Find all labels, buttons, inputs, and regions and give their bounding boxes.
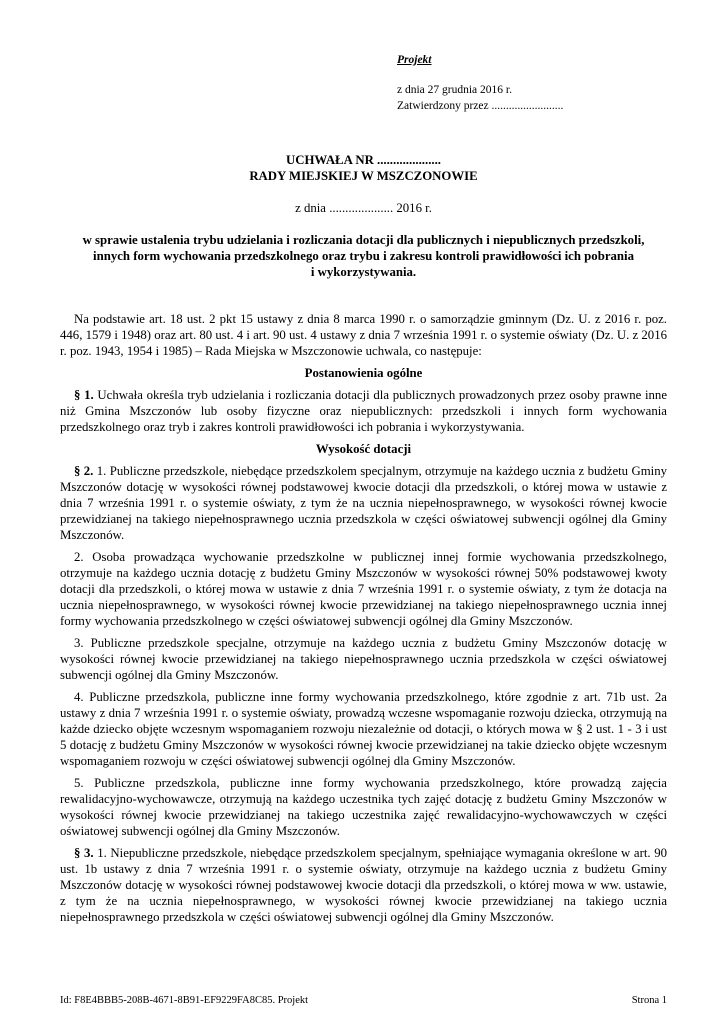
subject-line-3: i wykorzystywania. — [310, 265, 417, 279]
document-header — [397, 52, 697, 114]
resolution-title — [60, 152, 667, 184]
paragraph-3-1 — [60, 845, 667, 925]
paragraph-2-4: 4. Publiczne przedszkola, publiczne inne formy wychowania przedszkolnego, które zgodnie z art. 71b ust. 2a ustawy z dnia 7 września 1991 r. o systemie oświaty, prowadzą wczesne wspomaganie rozwoju dziecka, otrzymują na każde dziecko objęte wczesnym wspomaganiem rozwoju niezależnie od dotacji, o których mowa w § 2 ust. 1 - 3 i ust 5 dotację z budżetu Gminy Mszczonów w wysokości równej kwocie przewidzianej na takie dziecko objęte wczesnym wspomaganiem rozwoju w części oświatowej subwencji ogólnej dla Gminy Mszczonów. — [60, 690, 667, 768]
paragraph-3-mark: § 3. — [74, 846, 94, 860]
page-number: Strona 1 — [631, 995, 667, 1006]
header-approved: Zatwierdzony przez ......................... — [397, 100, 564, 112]
resolution-date: z dnia .................... 2016 r. — [295, 201, 432, 215]
paragraph-1-mark: § 1. — [74, 388, 94, 402]
resolution-number: UCHWAŁA NR .................... — [286, 153, 441, 167]
paragraph-2-mark: § 2. — [74, 464, 94, 478]
paragraph-2-1-text: 1. Publiczne przedszkole, niebędące przedszkolem specjalnym, otrzymuje na każdego ucznia z budżetu Gminy Mszczonów dotację w wysokości równej podstawowej kwocie dotacji dla przedszkoli, o której mowa w ustawie z dnia 7 września 1991 r. o systemie oświaty, z tym że na ucznia niepełnosprawnego, w wysokości równej kwocie przewidzianej na takiego niepełnosprawnego ucznia przedszkola w części oświatowej subwencji ogólnej dla Gminy Mszczonów. — [60, 464, 667, 542]
paragraph-2-3: 3. Publiczne przedszkole specjalne, otrzymuje na każdego ucznia z budżetu Gminy Mszczonów dotację w wysokości równej kwocie przewidzianej na takiego niepełnosprawnego ucznia przedszkola w części oświatowej subwencji ogólnej dla Gminy Mszczonów. — [60, 636, 667, 682]
project-label: Projekt — [397, 54, 432, 66]
document-body — [60, 311, 667, 931]
paragraph-1 — [60, 387, 667, 435]
paragraph-2-5: 5. Publiczne przedszkola, publiczne inne formy wychowania przedszkolnego, które prowadzą zajęcia rewalidacyjno-wychowawcze, otrzymują na każdego uczestnika tych zajęć dotację z budżetu Gminy Mszczonów w wysokości równej kwocie przewidzianej na takiego uczestnika zajęć rewalidacyjno-wychowawczych w części oświatowej subwencji ogólnej dla Gminy Mszczonów. — [60, 776, 667, 838]
council-name: RADY MIEJSKIEJ W MSZCZONOWIE — [249, 169, 478, 183]
paragraph-2-2: 2. Osoba prowadząca wychowanie przedszkolne w publicznej innej formie wychowania przedszkolnego, otrzymuje na każdego ucznia dotację z budżetu Gminy Mszczonów w wysokości równej 50% podstawowej kwoty dotacji dla przedszkoli, o której mowa w ustawie z dnia 7 września 1991 r. o systemie oświaty, z tym że dotacja na ucznia niepełnosprawnego, w wysokości równej kwocie przewidzianej na takiego niepełnosprawnego ucznia innej formy wychowania przedszkolnego w części oświatowej subwencji ogólnej dla Gminy Mszczonów. — [60, 550, 667, 628]
paragraph-1-text: Uchwała określa tryb udzielania i rozliczania dotacji dla publicznych prowadzonych przez osoby prawne inne niż Gmina Mszczonów lub osoby fizyczne oraz niepublicznych: przedszkoli i innych form wychowania przedszkolnego oraz tryb i zakres kontroli prawidłowości ich pobrania i wykorzystywania. — [60, 388, 668, 434]
resolution-subject — [60, 232, 667, 280]
paragraph-3-1-text: 1. Niepubliczne przedszkole, niebędące przedszkolem specjalnym, spełniające wymagania określone w art. 90 ust. 1b ustawy z dnia 7 września 1991 r. o systemie oświaty, otrzymuje na każdego ucznia z budżetu Gminy Mszczonów dotację w wysokości równej podstawowej kwocie dotacji dla przedszkoli, o której mowa w ww. ustawie, z tym że na ucznia niepełnosprawnego, w wysokości równej kwocie przewidzianej na takiego ucznia niepełnosprawnego przedszkola w części oświatowej subwencji ogólnej dla Gminy Mszczonów. — [60, 846, 667, 924]
document-id: Id: F8E4BBB5-208B-4671-8B91-EF9229FA8C85. Projekt — [60, 995, 309, 1006]
header-date: z dnia 27 grudnia 2016 r. — [397, 84, 512, 96]
paragraph-2-1 — [60, 463, 667, 543]
subject-line-1: w sprawie ustalenia trybu udzielania i rozliczania dotacji dla publicznych i niepublicznych przedszkoli, — [82, 233, 645, 247]
subject-line-2: innych form wychowania przedszkolnego oraz trybu i zakresu kontroli prawidłowości ich pobrania — [93, 249, 634, 263]
section-heading-amount: Wysokość dotacji — [315, 442, 412, 456]
section-heading-general: Postanowienia ogólne — [304, 366, 423, 380]
preamble: Na podstawie art. 18 ust. 2 pkt 15 ustawy z dnia 8 marca 1990 r. o samorządzie gminnym (Dz. U. z 2016 r. poz. 446, 1579 i 1948) oraz art. 80 ust. 4 i art. 90 ust. 4 ustawy z dnia 7 września 1991 r. o systemie oświaty (Dz. U. z 2016 r. poz. 1943, 1954 i 1985) – Rada Miejska w Mszczonowie uchwala, co następuje: — [60, 312, 667, 358]
